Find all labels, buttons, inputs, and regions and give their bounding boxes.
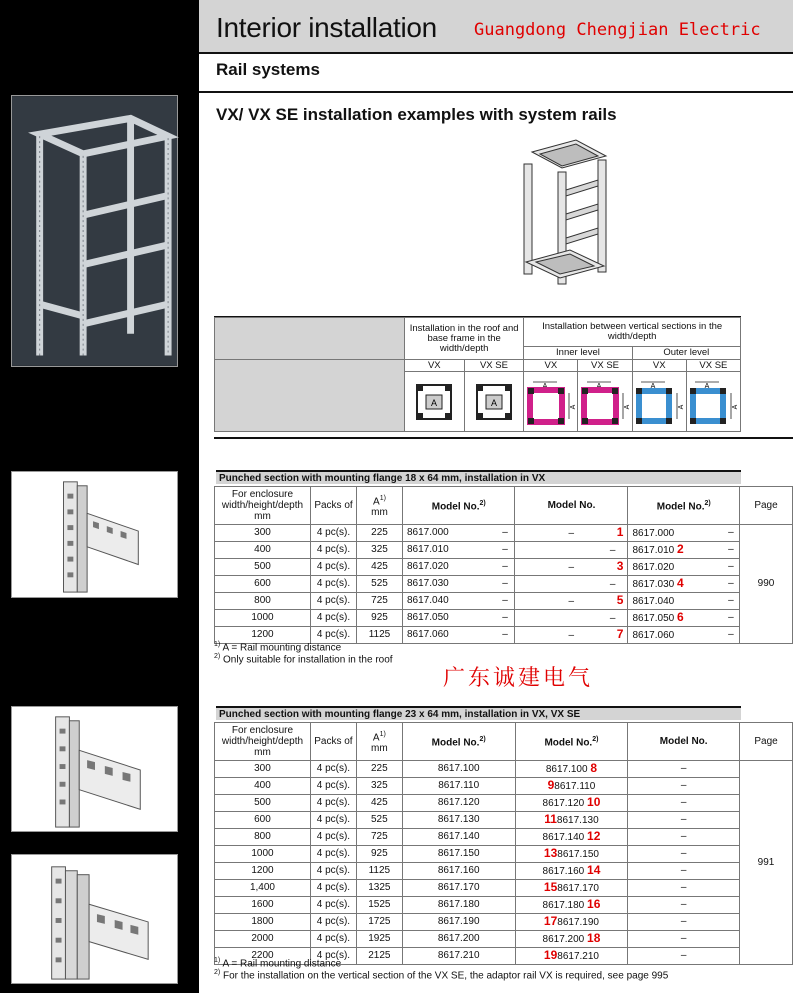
t1-head-model1 — [403, 487, 515, 525]
install-vertical-head: Installation between vertical sections in the width/depth — [524, 318, 741, 347]
t1-head-model1-sup: 2) — [479, 500, 486, 508]
table-row — [215, 542, 793, 559]
t2-enc: 400 — [215, 778, 311, 795]
t2-marker-post: 16 — [587, 897, 601, 911]
t2-head-page: Page — [740, 723, 793, 761]
t2-packs: 4 pc(s). — [310, 897, 356, 914]
chinese-watermark: 广东诚建电气 — [443, 666, 594, 691]
t1-model3-text: 8617.020 — [632, 562, 675, 573]
t2-packs: 4 pc(s). — [310, 795, 356, 812]
table-row — [215, 795, 793, 812]
t2-model2 — [515, 914, 628, 931]
t2-a: 325 — [356, 778, 402, 795]
t1-packs: 4 pc(s). — [311, 593, 357, 610]
t1-a: 1125 — [357, 627, 403, 644]
t2-model1: 8617.160 — [402, 863, 515, 880]
table2-title: Punched section with mounting flange 23 x 64 mm, installation in VX, VX SE — [216, 706, 741, 720]
t2-model2 — [515, 829, 628, 846]
outer-vx-a-side: A — [678, 404, 686, 409]
table-row — [215, 829, 793, 846]
t2-packs: 4 pc(s). — [310, 914, 356, 931]
t2-model2-text: 8617.180 — [542, 900, 585, 911]
inner-vx-a-top: A — [542, 382, 548, 390]
t2-a: 225 — [356, 761, 402, 778]
table-row — [215, 846, 793, 863]
table-row — [215, 931, 793, 948]
t2-enc: 1200 — [215, 863, 311, 880]
t1-marker3: 2 — [676, 542, 684, 556]
t2-model2 — [515, 880, 628, 897]
t2-marker-pre: 13 — [543, 846, 558, 860]
t2-enc: 600 — [215, 812, 311, 829]
label-outer-vxse: VX SE — [686, 360, 740, 372]
t1-packs: 4 pc(s). — [311, 576, 357, 593]
t1-model3 — [628, 593, 723, 610]
rack-frame-photo — [11, 95, 178, 367]
t2-head-packs: Packs of — [310, 723, 356, 761]
t2-model2-text: 8617.130 — [556, 815, 599, 826]
t2-packs: 4 pc(s). — [310, 829, 356, 846]
t1-dash3: – — [723, 593, 740, 610]
t1-dash1: – — [496, 542, 515, 559]
t2-enc: 1000 — [215, 846, 311, 863]
t2-head-model1 — [402, 723, 515, 761]
watermark-text: Guangdong Chengjian Electric — [474, 20, 761, 40]
t1-fn2-sup: 2) — [214, 653, 221, 660]
t2-model3: – — [628, 880, 740, 897]
t2-a: 725 — [356, 829, 402, 846]
t2-model1: 8617.130 — [402, 812, 515, 829]
outer-vx-icon — [635, 377, 686, 427]
t2-head-a-letter: A — [372, 732, 380, 744]
t1-model3 — [628, 559, 723, 576]
t2-head-model3: Model No. — [628, 723, 740, 761]
t1-model3 — [628, 525, 723, 542]
t2-packs: 4 pc(s). — [310, 778, 356, 795]
label-inner-vxse: VX SE — [578, 360, 632, 372]
t2-model1: 8617.150 — [402, 846, 515, 863]
t1-model2 — [515, 593, 628, 610]
t2-head-a-sup: 1) — [379, 730, 386, 738]
t1-head-model3 — [628, 487, 740, 525]
t1-a: 525 — [357, 576, 403, 593]
t1-model1: 8617.040 — [403, 593, 496, 610]
t1-dash1: – — [496, 593, 515, 610]
t2-page: 991 — [740, 761, 793, 965]
t1-marker: 3 — [616, 559, 624, 573]
t2-a: 925 — [356, 846, 402, 863]
t1-dash1: – — [496, 576, 515, 593]
t2-enc: 800 — [215, 829, 311, 846]
t1-fn2-text: Only suitable for installation in the roof — [223, 654, 393, 666]
install-table-bottom — [214, 437, 793, 439]
table-row — [215, 897, 793, 914]
t1-model1: 8617.030 — [403, 576, 496, 593]
t1-model3 — [628, 542, 723, 559]
t1-dash3: – — [723, 525, 740, 542]
t1-a: 925 — [357, 610, 403, 627]
t2-fn1-text: A = Rail mounting distance — [222, 958, 342, 970]
t1-dash3: – — [723, 559, 740, 576]
t1-enc: 1200 — [215, 627, 311, 644]
t2-enc: 1800 — [215, 914, 311, 931]
t2-model3: – — [628, 948, 740, 965]
t1-marker: 5 — [616, 593, 624, 607]
t2-packs: 4 pc(s). — [310, 761, 356, 778]
inner-level-head: Inner level — [524, 347, 632, 360]
t2-model1: 8617.100 — [402, 761, 515, 778]
outer-vx-cell — [632, 372, 686, 432]
t2-a: 2125 — [356, 948, 402, 965]
t2-packs: 4 pc(s). — [310, 812, 356, 829]
label-roof-vxse: VX SE — [464, 360, 524, 372]
t2-head-model2-text: Model No. — [544, 737, 593, 749]
t1-dash2: – — [609, 545, 616, 556]
t1-packs: 4 pc(s). — [311, 610, 357, 627]
t1-a: 725 — [357, 593, 403, 610]
t2-model2 — [515, 846, 628, 863]
t2-enc: 1600 — [215, 897, 311, 914]
t2-model3: – — [628, 931, 740, 948]
t1-model1: 8617.020 — [403, 559, 496, 576]
t2-model3: – — [628, 778, 740, 795]
t1-head-a-letter: A — [373, 496, 380, 508]
outer-vxse-cell — [686, 372, 740, 432]
t1-dash1: – — [496, 610, 515, 627]
t2-a: 1925 — [356, 931, 402, 948]
t2-model1: 8617.110 — [402, 778, 515, 795]
t1-dash2: – — [609, 579, 616, 590]
outer-vxse-a-side: A — [732, 404, 740, 409]
t2-head-a-unit: mm — [371, 743, 388, 755]
t2-enc: 300 — [215, 761, 311, 778]
t1-dash2: – — [568, 562, 575, 573]
t1-model3 — [628, 610, 723, 627]
t2-model1: 8617.120 — [402, 795, 515, 812]
t1-marker: 1 — [616, 525, 624, 539]
t1-enc: 600 — [215, 576, 311, 593]
t2-marker-pre: 19 — [543, 948, 558, 962]
t2-model3: – — [628, 795, 740, 812]
t1-model3-text: 8617.060 — [632, 630, 675, 641]
t2-model2 — [515, 948, 628, 965]
t2-marker-post: 12 — [587, 829, 601, 843]
t1-model1: 8617.050 — [403, 610, 496, 627]
t2-model3: – — [628, 846, 740, 863]
t2-marker-pre: 17 — [543, 914, 558, 928]
outer-vxse-icon — [689, 377, 740, 427]
rack-frame-illustration — [12, 96, 177, 366]
table-row — [215, 914, 793, 931]
table1 — [214, 486, 793, 644]
t1-model3-text: 8617.040 — [632, 596, 675, 607]
table-row — [215, 559, 793, 576]
t2-head-model2 — [515, 723, 628, 761]
t2-model2-text: 8617.100 — [545, 764, 588, 775]
roof-vx-a-label: A — [431, 397, 438, 408]
t2-model2 — [515, 778, 628, 795]
page-subtitle: Rail systems — [216, 60, 320, 79]
t1-marker3: 6 — [676, 610, 684, 624]
t1-enc: 300 — [215, 525, 311, 542]
inner-vx-a-side: A — [569, 404, 577, 409]
t2-packs: 4 pc(s). — [310, 948, 356, 965]
t1-fn1-text: A = Rail mounting distance — [222, 642, 342, 654]
t2-model2-text: 8617.150 — [557, 849, 599, 860]
t1-fn1-sup: 1) — [214, 641, 221, 648]
rack-diagram — [514, 134, 614, 290]
t2-model2-text: 8617.120 — [542, 798, 585, 809]
table2-footnote-2 — [214, 967, 668, 982]
t2-fn2-text: For the installation on the vertical section of the VX SE, the adaptor rail VX is required, see page 995 — [223, 970, 669, 982]
t1-dash3: – — [723, 627, 740, 644]
t2-packs: 4 pc(s). — [310, 863, 356, 880]
t2-packs: 4 pc(s). — [310, 880, 356, 897]
roof-vx-icon — [414, 382, 454, 422]
t2-a: 525 — [356, 812, 402, 829]
t2-a: 1525 — [356, 897, 402, 914]
t2-head-model1-sup: 2) — [479, 736, 486, 744]
t1-head-model3-sup: 2) — [704, 500, 711, 508]
t1-model2 — [515, 576, 628, 593]
t1-model1: 8617.060 — [403, 627, 496, 644]
t1-dash2: – — [568, 528, 575, 539]
install-blank-body — [215, 360, 405, 432]
t2-model2 — [515, 761, 628, 778]
roof-vx-cell — [405, 372, 465, 432]
inner-vx-icon — [527, 377, 575, 427]
rail-vxse-illustration — [12, 855, 177, 983]
t2-model1: 8617.210 — [402, 948, 515, 965]
t2-model2-text: 8617.110 — [554, 781, 596, 792]
t1-packs: 4 pc(s). — [311, 559, 357, 576]
t1-dash2: – — [609, 613, 616, 624]
t1-a: 425 — [357, 559, 403, 576]
rail-vxse-photo — [11, 854, 178, 984]
t1-model2 — [515, 525, 628, 542]
inner-vxse-a-top: A — [596, 382, 602, 390]
inner-vxse-icon — [581, 377, 632, 427]
table-row — [215, 610, 793, 627]
t2-enc: 2000 — [215, 931, 311, 948]
installation-examples-table — [214, 317, 741, 432]
install-roof-head: Installation in the roof and base frame in the width/depth — [405, 318, 524, 360]
roof-vxse-icon — [474, 382, 514, 422]
t2-fn1-sup: 1) — [214, 957, 221, 964]
t1-head-model1-text: Model No. — [431, 501, 480, 513]
section-title: VX/ VX SE installation examples with system rails — [216, 105, 617, 124]
label-inner-vx: VX — [524, 360, 578, 372]
t1-marker3: 4 — [676, 576, 684, 590]
t2-model3: – — [628, 863, 740, 880]
table-row — [215, 593, 793, 610]
t1-model3-text: 8617.030 — [632, 579, 675, 590]
t1-dash3: – — [723, 542, 740, 559]
t2-model2 — [515, 863, 628, 880]
t1-head-a-unit: mm — [371, 507, 388, 519]
t2-head-model1-text: Model No. — [431, 737, 480, 749]
table-row — [215, 778, 793, 795]
t2-model3: – — [628, 897, 740, 914]
t2-fn2-sup: 2) — [214, 969, 221, 976]
t1-marker: 7 — [616, 627, 624, 641]
rail-18x64-photo — [11, 471, 178, 598]
table-row — [215, 525, 793, 542]
t2-packs: 4 pc(s). — [310, 931, 356, 948]
t2-model2 — [515, 795, 628, 812]
t2-marker-post: 14 — [587, 863, 601, 877]
t2-marker-post: 10 — [587, 795, 601, 809]
t1-a: 225 — [357, 525, 403, 542]
install-blank-head — [215, 318, 405, 360]
t2-a: 1125 — [356, 863, 402, 880]
t1-packs: 4 pc(s). — [311, 542, 357, 559]
table2 — [214, 722, 793, 965]
inner-vxse-a-side: A — [624, 404, 632, 409]
t2-enc: 2200 — [215, 948, 311, 965]
t1-head-model3-text: Model No. — [656, 501, 705, 513]
rail-23x64-photo — [11, 706, 178, 832]
t1-model2 — [515, 627, 628, 644]
outer-vxse-a-top: A — [705, 382, 710, 390]
t1-enc: 1000 — [215, 610, 311, 627]
t1-dash2: – — [568, 630, 575, 641]
table-row — [215, 880, 793, 897]
t2-marker-pre: 15 — [543, 880, 558, 894]
header-divider — [199, 52, 793, 54]
t1-a: 325 — [357, 542, 403, 559]
t2-model1: 8617.180 — [402, 897, 515, 914]
t1-dash1: – — [496, 525, 515, 542]
t1-head-page: Page — [740, 487, 793, 525]
t2-a: 425 — [356, 795, 402, 812]
t1-head-a-sup: 1) — [379, 494, 386, 502]
t1-model3 — [628, 576, 723, 593]
outer-level-head: Outer level — [632, 347, 740, 360]
t2-model2-text: 8617.170 — [557, 883, 599, 894]
t2-marker-pre: 11 — [544, 812, 557, 826]
t1-dash1: – — [496, 627, 515, 644]
t2-model2-text: 8617.160 — [542, 866, 585, 877]
t2-marker-post: 18 — [587, 931, 601, 945]
t1-model3-text: 8617.050 — [632, 613, 675, 624]
t2-model2 — [515, 897, 628, 914]
t1-model3-text: 8617.000 — [632, 528, 675, 539]
t2-enc: 1,400 — [215, 880, 311, 897]
t1-model3 — [628, 627, 723, 644]
t2-a: 1325 — [356, 880, 402, 897]
t1-enc: 800 — [215, 593, 311, 610]
t2-head-enclosure: For enclosure width/height/depth mm — [215, 723, 311, 761]
t2-model3: – — [628, 914, 740, 931]
t2-model1: 8617.140 — [402, 829, 515, 846]
t2-head-a — [356, 723, 402, 761]
t1-enc: 400 — [215, 542, 311, 559]
t2-model2 — [515, 931, 628, 948]
t2-model3: – — [628, 761, 740, 778]
inner-vx-cell — [524, 372, 578, 432]
table-row — [215, 863, 793, 880]
inner-vxse-cell — [578, 372, 632, 432]
t1-dash1: – — [496, 559, 515, 576]
label-roof-vx: VX — [405, 360, 465, 372]
t2-enc: 500 — [215, 795, 311, 812]
t2-head-model2-sup: 2) — [592, 736, 599, 744]
t2-packs: 4 pc(s). — [310, 846, 356, 863]
t2-model1: 8617.190 — [402, 914, 515, 931]
t2-model2-text: 8617.140 — [542, 832, 585, 843]
t2-model2 — [515, 812, 628, 829]
table-row — [215, 576, 793, 593]
t2-model3: – — [628, 829, 740, 846]
table-row — [215, 761, 793, 778]
t2-model1: 8617.200 — [402, 931, 515, 948]
outer-vx-a-top: A — [650, 382, 656, 390]
t1-model2 — [515, 559, 628, 576]
rail-18x64-illustration — [12, 472, 177, 597]
t2-model3: – — [628, 812, 740, 829]
t2-model2-text: 8617.190 — [557, 917, 599, 928]
t1-model2 — [515, 610, 628, 627]
t1-model1: 8617.010 — [403, 542, 496, 559]
table1-footnote-2 — [214, 651, 393, 666]
table-row — [215, 812, 793, 829]
subtitle-divider — [199, 91, 793, 93]
label-outer-vx: VX — [632, 360, 686, 372]
t1-enc: 500 — [215, 559, 311, 576]
t1-model3-text: 8617.010 — [632, 545, 675, 556]
t2-marker-pre: 9 — [547, 778, 555, 792]
table1-title: Punched section with mounting flange 18 x 64 mm, installation in VX — [216, 470, 741, 484]
rail-23x64-illustration — [12, 707, 177, 831]
t2-marker-post: 8 — [590, 761, 598, 775]
t2-model2-text: 8617.210 — [557, 951, 599, 962]
t2-a: 1725 — [356, 914, 402, 931]
roof-vxse-cell — [464, 372, 524, 432]
t1-model1: 8617.000 — [403, 525, 496, 542]
t2-model1: 8617.170 — [402, 880, 515, 897]
t1-dash3: – — [723, 576, 740, 593]
t1-head-model2: Model No. — [515, 487, 628, 525]
t1-dash3: – — [723, 610, 740, 627]
t1-head-a — [357, 487, 403, 525]
t1-model2 — [515, 542, 628, 559]
t1-packs: 4 pc(s). — [311, 525, 357, 542]
t1-dash2: – — [568, 596, 575, 607]
roof-vxse-a-label: A — [490, 397, 497, 408]
t1-page: 990 — [740, 525, 793, 644]
page-title: Interior installation — [216, 12, 437, 43]
t1-packs: 4 pc(s). — [311, 627, 357, 644]
t2-model2-text: 8617.200 — [542, 934, 585, 945]
t1-head-enclosure: For enclosure width/height/depth mm — [215, 487, 311, 525]
t1-head-packs: Packs of — [311, 487, 357, 525]
